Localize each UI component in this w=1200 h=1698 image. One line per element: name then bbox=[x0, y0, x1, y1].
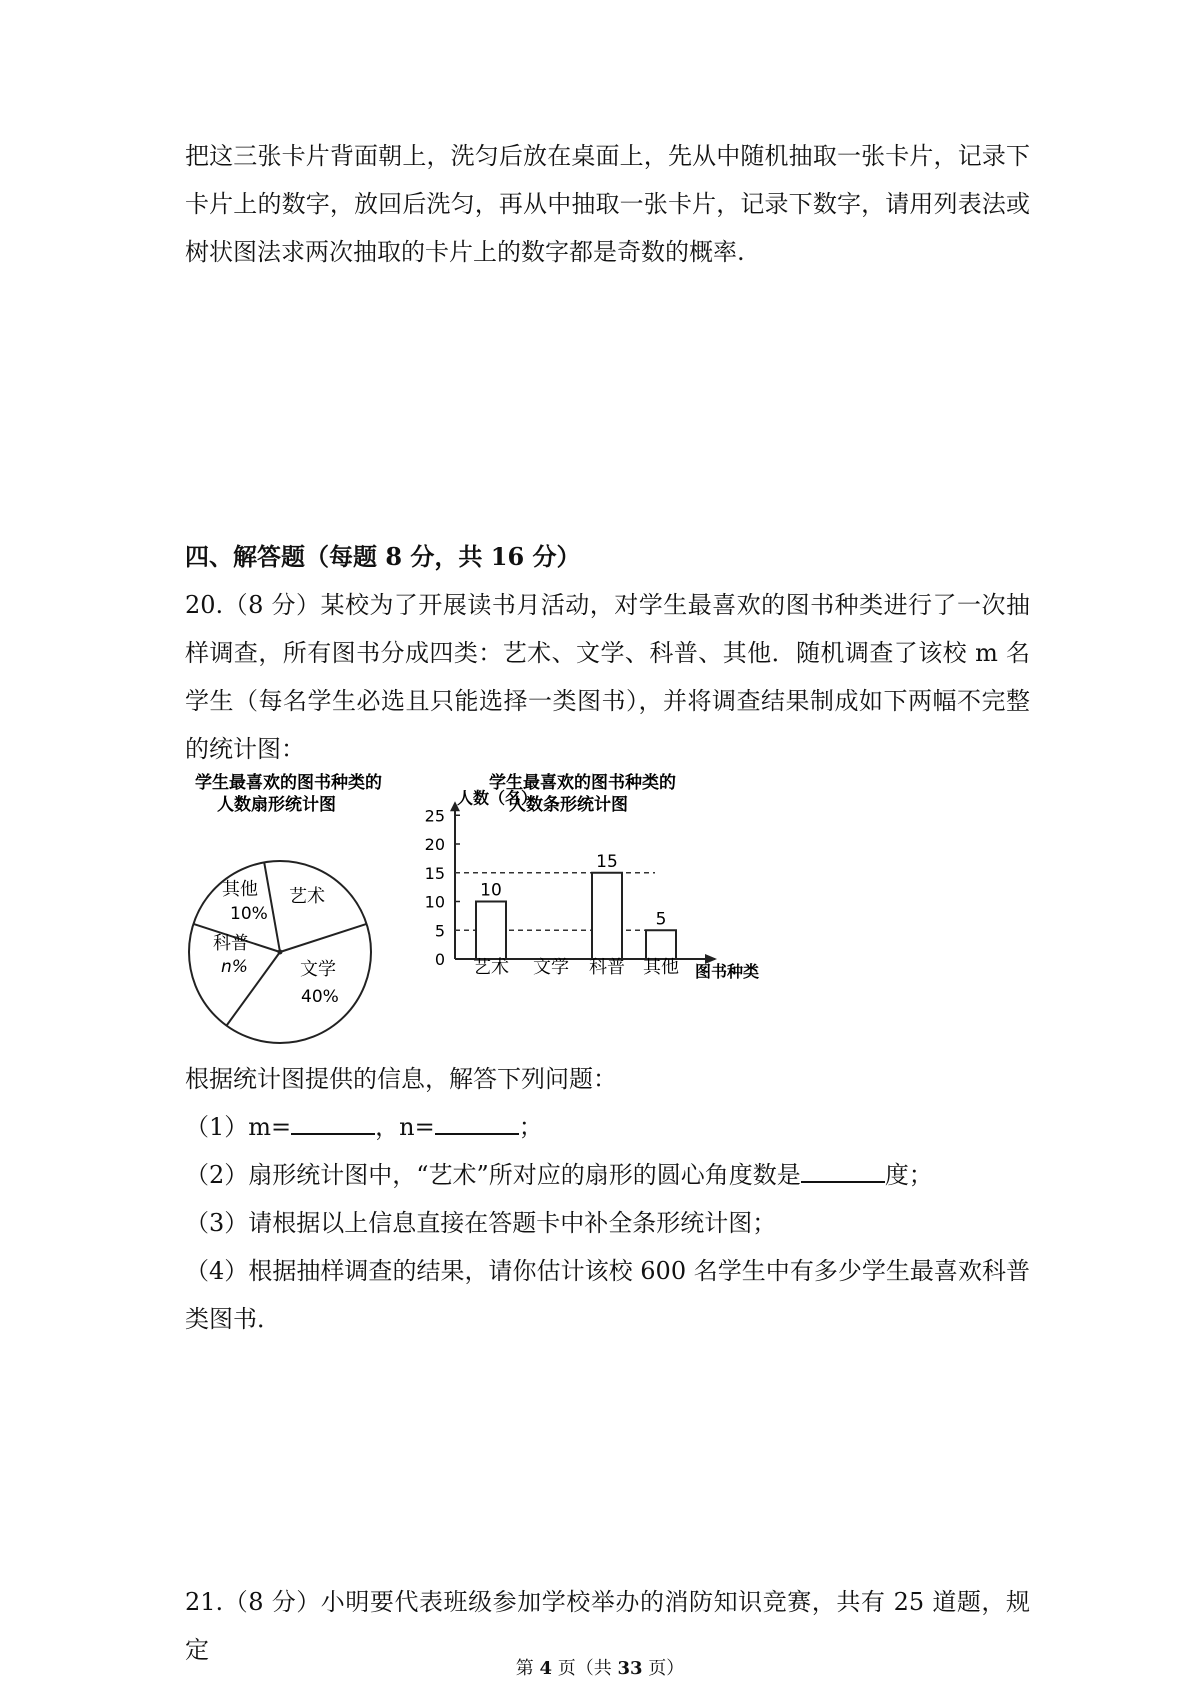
section-heading: 四、解答题（每题 8 分，共 16 分） bbox=[185, 542, 581, 571]
pie-center-dot bbox=[278, 950, 283, 955]
footer-page-number: 4 bbox=[539, 1658, 552, 1679]
question-21-stem bbox=[185, 1578, 1030, 1664]
bar bbox=[646, 930, 676, 959]
bar-y-tick-label: 20 bbox=[424, 835, 445, 854]
sub4-line: 类图书． bbox=[185, 1305, 281, 1333]
bar-category-label: 科普 bbox=[589, 957, 625, 978]
intro-line: 把这三张卡片背面朝上，洗匀后放在桌面上，先从中随机抽取一张卡片，记录下 bbox=[185, 142, 1030, 170]
bar bbox=[476, 902, 506, 960]
q20-sub3: （3）请根据以上信息直接在答题卡中补全条形统计图； bbox=[185, 1209, 777, 1237]
q20-sub1 bbox=[185, 1103, 543, 1151]
sub2-suffix: 度； bbox=[884, 1161, 933, 1189]
sub1-suffix: ； bbox=[518, 1113, 543, 1141]
n-blank[interactable] bbox=[435, 1109, 519, 1135]
q20-line: 的统计图： bbox=[185, 735, 305, 763]
intro-line: 卡片上的数字，放回后洗匀，再从中抽取一张卡片，记录下数字，请用列表法或 bbox=[185, 190, 1030, 218]
pie-slice-label: 科普 bbox=[213, 933, 249, 954]
sub4-line: （4）根据抽样调查的结果，请你估计该校 600 名学生中有多少学生最喜欢科普 bbox=[185, 1257, 1030, 1285]
bar-x-axis-label: 图书种类 bbox=[695, 962, 760, 981]
q20-line: 学生（每名学生必选且只能选择一类图书），并将调查结果制成如下两幅不完整 bbox=[185, 687, 1030, 715]
bar-y-tick-label: 0 bbox=[434, 950, 445, 969]
intro-paragraph bbox=[185, 132, 1030, 276]
footer-middle: 页（共 bbox=[552, 1658, 618, 1679]
q20-line: 20.（8 分）某校为了开展读书月活动，对学生最喜欢的图书种类进行了一次抽 bbox=[185, 591, 1030, 619]
bar-category-label: 其他 bbox=[643, 957, 679, 978]
sub1-middle: ，n= bbox=[375, 1113, 435, 1141]
bar-chart bbox=[425, 772, 759, 981]
q20-instruction: 根据统计图提供的信息，解答下列问题： bbox=[185, 1065, 617, 1093]
bar-y-tick-label: 25 bbox=[424, 806, 445, 826]
pie-title-line-1: 学生最喜欢的图书种类的 bbox=[195, 773, 382, 793]
bar-title-line-2: 人数条形统计图 bbox=[509, 795, 628, 815]
bar-title-line-1: 学生最喜欢的图书种类的 bbox=[489, 773, 676, 793]
q21-line: 21.（8 分）小明要代表班级参加学校举办的消防知识竞赛，共有 25 道题，规定 bbox=[185, 1588, 1030, 1664]
pie-slice-boundary bbox=[280, 924, 367, 952]
intro-line: 树状图法求两次抽取的卡片上的数字都是奇数的概率. bbox=[185, 238, 745, 266]
pie-slice-value: 40% bbox=[301, 987, 339, 1007]
footer-prefix: 第 bbox=[515, 1658, 540, 1679]
bar-y-tick-label: 5 bbox=[434, 921, 445, 941]
page-footer bbox=[0, 1654, 1200, 1680]
bar-y-tick-label: 10 bbox=[424, 892, 445, 912]
bar-value-label: 5 bbox=[655, 909, 667, 930]
q20-line: 样调查，所有图书分成四类：艺术、文学、科普、其他．随机调查了该校 m 名 bbox=[185, 639, 1030, 667]
bar-value-label: 10 bbox=[480, 880, 502, 901]
pie-slice-value: n% bbox=[221, 957, 248, 977]
pie-slice-label: 其他 bbox=[222, 879, 258, 900]
m-blank[interactable] bbox=[291, 1109, 375, 1135]
bar-y-tick-label: 15 bbox=[424, 863, 445, 883]
figure-canvas bbox=[185, 772, 825, 1072]
pie-slice-value: 10% bbox=[230, 904, 268, 924]
pie-slice-label: 艺术 bbox=[289, 886, 325, 907]
q20-sub4 bbox=[185, 1247, 1030, 1343]
bar-value-label: 15 bbox=[596, 851, 618, 872]
bar-y-axis-label: 人数（名） bbox=[457, 788, 538, 808]
question-20-stem bbox=[185, 581, 1030, 773]
pie-chart bbox=[189, 772, 382, 1043]
angle-blank[interactable] bbox=[801, 1157, 885, 1183]
footer-suffix: 页） bbox=[642, 1658, 685, 1679]
bar-category-label: 艺术 bbox=[473, 957, 509, 978]
bar-category-label: 文学 bbox=[533, 957, 569, 978]
sub1-prefix: （1）m= bbox=[185, 1113, 292, 1141]
pie-title-line-2: 人数扇形统计图 bbox=[217, 795, 336, 815]
footer-total-pages: 33 bbox=[617, 1658, 643, 1679]
sub2-prefix: （2）扇形统计图中，“艺术”所对应的扇形的圆心角度数是 bbox=[185, 1161, 801, 1189]
pie-slice-label: 文学 bbox=[300, 959, 336, 980]
q20-sub2 bbox=[185, 1151, 933, 1199]
bar bbox=[592, 873, 622, 959]
statistics-figures bbox=[185, 772, 825, 1072]
